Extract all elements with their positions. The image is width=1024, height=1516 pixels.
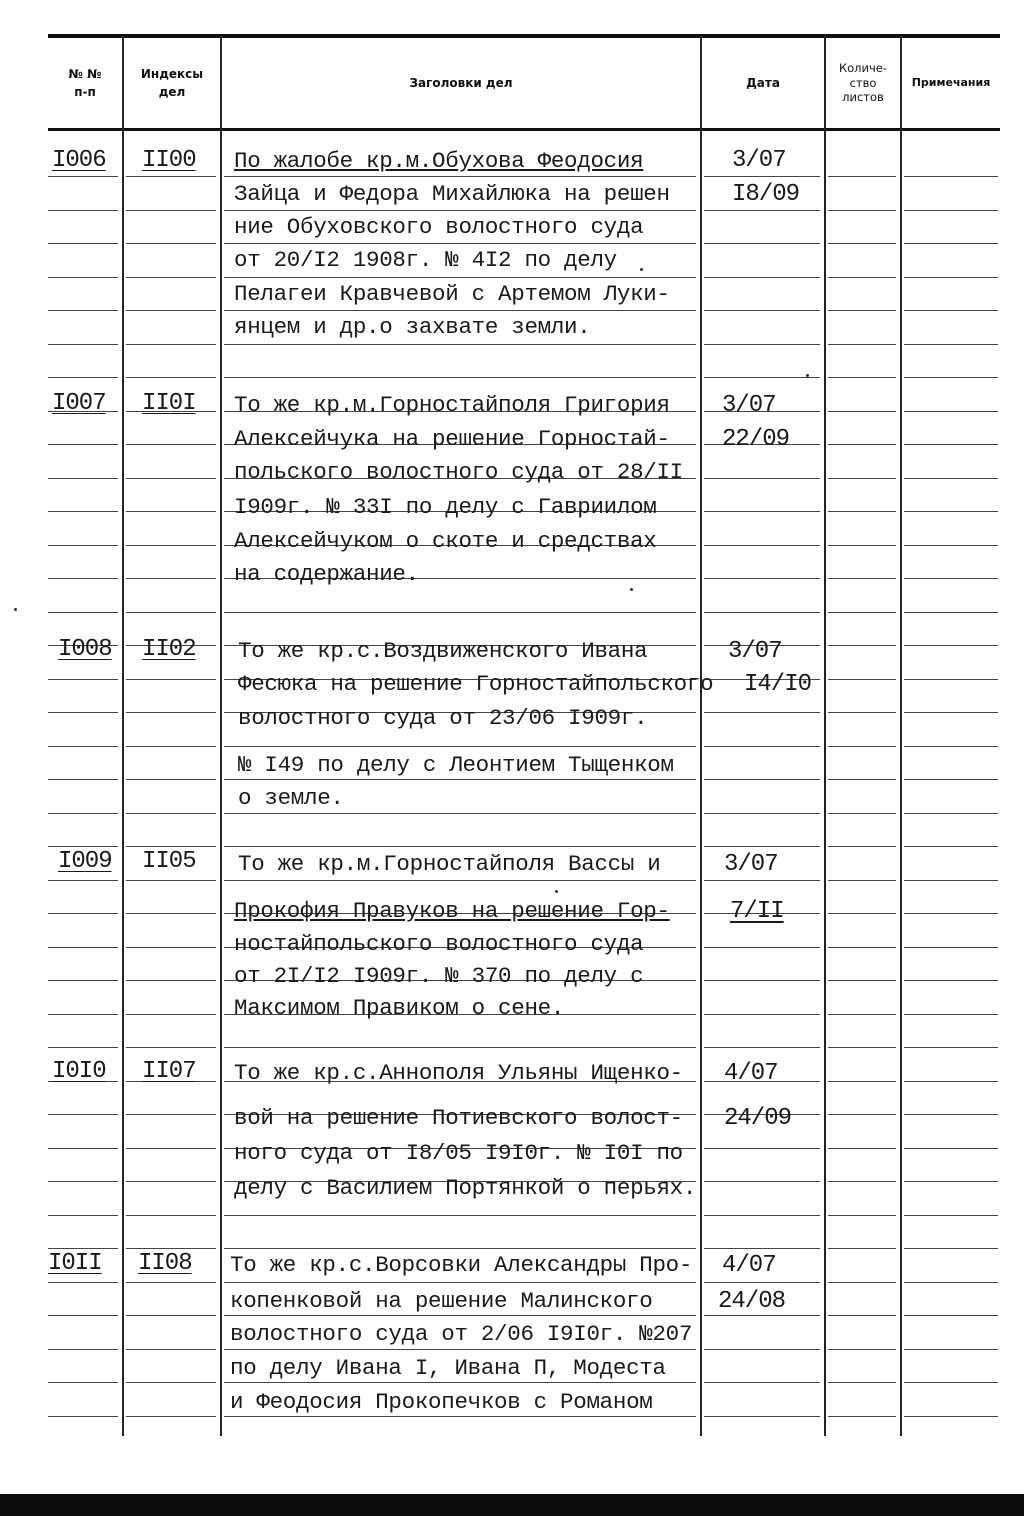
row-rule [828, 310, 896, 311]
entry-date-start: 4/07 [722, 1252, 776, 1279]
row-rule [224, 1416, 696, 1417]
row-rule [48, 176, 118, 177]
row-rule [828, 1248, 896, 1249]
row-rule [224, 746, 696, 747]
row-rule [704, 1315, 820, 1316]
row-rule [48, 1047, 118, 1048]
row-rule [904, 310, 998, 311]
row-rule [704, 712, 820, 713]
row-rule [828, 645, 896, 646]
row-rule [704, 1047, 820, 1048]
entry-date-start: 3/07 [732, 147, 786, 174]
entry-title-line: Фесюка на решение Горностайпольского [238, 671, 714, 697]
row-rule [904, 210, 998, 211]
row-rule [904, 813, 998, 814]
row-rule [48, 880, 118, 881]
entry-date-end: 7/II [730, 898, 784, 925]
row-rule [704, 1416, 820, 1417]
row-rule [48, 947, 118, 948]
row-rule [48, 1416, 118, 1417]
row-rule [704, 545, 820, 546]
column-divider [900, 36, 902, 1436]
row-rule [126, 176, 216, 177]
row-rule [126, 578, 216, 579]
row-rule [828, 176, 896, 177]
header-number: № № п-п [68, 67, 102, 99]
row-rule [48, 243, 118, 244]
row-rule [904, 779, 998, 780]
row-rule [828, 712, 896, 713]
row-rule [904, 712, 998, 713]
entry-title-line: № I49 по делу с Леонтием Тыщенком [238, 752, 674, 778]
row-rule [224, 813, 696, 814]
entry-number: I006 [52, 147, 106, 174]
entry-title-line: о земле. [238, 785, 344, 811]
row-rule [126, 344, 216, 345]
row-rule [704, 1382, 820, 1383]
row-rule [904, 511, 998, 512]
header-top-rule [48, 34, 1000, 38]
row-rule [704, 779, 820, 780]
row-rule [48, 1181, 118, 1182]
row-rule [48, 779, 118, 780]
row-rule [828, 578, 896, 579]
entry-number: I009 [58, 848, 112, 875]
row-rule [704, 511, 820, 512]
row-rule [126, 545, 216, 546]
header-bottom-rule [48, 128, 1000, 131]
row-rule [48, 1349, 118, 1350]
row-rule [828, 1282, 896, 1283]
row-rule [704, 1181, 820, 1182]
row-rule [704, 846, 820, 847]
row-rule [126, 947, 216, 948]
row-rule [126, 846, 216, 847]
row-rule [704, 880, 820, 881]
row-rule [48, 612, 118, 613]
row-rule [904, 411, 998, 412]
row-rule [904, 980, 998, 981]
row-rule [704, 1248, 820, 1249]
row-rule [828, 1349, 896, 1350]
row-rule [126, 1248, 216, 1249]
row-rule [704, 1148, 820, 1149]
entry-title-line: Пелагеи Кравчевой с Артемом Луки- [234, 281, 670, 307]
row-rule [126, 1181, 216, 1182]
row-rule [126, 277, 216, 278]
entry-date-end: 22/09 [722, 426, 790, 453]
entry-title-line: ние Обуховского волостного суда [234, 214, 644, 240]
row-rule [904, 1282, 998, 1283]
entry-title-line: копенковой на решение Малинского [230, 1288, 653, 1314]
column-divider [220, 36, 222, 1436]
row-rule [828, 545, 896, 546]
row-rule [48, 210, 118, 211]
row-rule [704, 1014, 820, 1015]
row-rule [704, 813, 820, 814]
header-index: Индексы дел [140, 67, 204, 99]
row-rule [224, 1215, 696, 1216]
row-rule [904, 1047, 998, 1048]
row-rule [48, 746, 118, 747]
row-rule [126, 210, 216, 211]
scan-speck [630, 588, 633, 591]
entry-date-end: I4/I0 [744, 671, 812, 698]
row-rule [704, 1215, 820, 1216]
row-rule [904, 1215, 998, 1216]
entry-date-end: 24/09 [724, 1105, 792, 1132]
entry-title-line: янцем и др.о захвате земли. [234, 314, 591, 340]
row-rule [828, 913, 896, 914]
row-rule [828, 846, 896, 847]
row-rule [904, 344, 998, 345]
entry-index: II02 [142, 636, 196, 663]
row-rule [904, 478, 998, 479]
row-rule [48, 578, 118, 579]
row-rule [828, 444, 896, 445]
entry-title-line: вой на решение Потиевского волост- [234, 1105, 683, 1131]
entry-title-line: волостного суда от 23/06 I909г. [238, 705, 648, 731]
row-rule [828, 210, 896, 211]
entry-title-line: ного суда от I8/05 I9I0г. № I0I по [234, 1140, 683, 1166]
row-rule [904, 578, 998, 579]
row-rule [126, 1215, 216, 1216]
row-rule [126, 813, 216, 814]
entry-index: II08 [138, 1250, 192, 1277]
row-rule [224, 1248, 696, 1249]
row-rule [224, 310, 696, 311]
row-rule [48, 913, 118, 914]
row-rule [904, 377, 998, 378]
row-rule [126, 377, 216, 378]
entry-title-line: Максимом Правиком о сене. [234, 995, 565, 1021]
row-rule [904, 1416, 998, 1417]
row-rule [828, 880, 896, 881]
row-rule [704, 1349, 820, 1350]
entry-date-start: 3/07 [722, 392, 776, 419]
row-rule [224, 377, 696, 378]
entry-number: I008 [58, 636, 112, 663]
row-rule [828, 478, 896, 479]
entry-title-line: волостного суда от 2/06 I9I0г. №207 [230, 1321, 693, 1347]
entry-title-line: Зайца и Федора Михайлюка на решен [234, 181, 670, 207]
header-sheets: Количе- ство листов [838, 60, 888, 105]
row-rule [828, 243, 896, 244]
header-date: Дата [746, 76, 780, 90]
entry-title-line: То же кр.с.Аннополя Ульяны Ищенко- [234, 1060, 683, 1086]
row-rule [904, 880, 998, 881]
row-rule [126, 1382, 216, 1383]
row-rule [48, 310, 118, 311]
entry-date-start: 3/07 [728, 638, 782, 665]
row-rule [904, 444, 998, 445]
row-rule [828, 679, 896, 680]
entry-title-line: польского волостного суда от 28/II [234, 459, 683, 485]
row-rule [48, 377, 118, 378]
row-rule [126, 1114, 216, 1115]
row-rule [828, 980, 896, 981]
row-rule [48, 1114, 118, 1115]
row-rule [224, 344, 696, 345]
entry-index: II0I [142, 390, 196, 417]
row-rule [48, 1014, 118, 1015]
column-divider [824, 36, 826, 1436]
row-rule [828, 511, 896, 512]
row-rule [704, 478, 820, 479]
row-rule [828, 779, 896, 780]
row-rule [828, 746, 896, 747]
row-rule [704, 578, 820, 579]
row-rule [828, 1047, 896, 1048]
row-rule [48, 1248, 118, 1249]
row-rule [48, 846, 118, 847]
row-rule [904, 243, 998, 244]
row-rule [828, 1382, 896, 1383]
row-rule [126, 1047, 216, 1048]
header-notes: Примечания [911, 75, 991, 89]
row-rule [904, 545, 998, 546]
entry-date-start: 4/07 [724, 1060, 778, 1087]
row-rule [224, 277, 696, 278]
row-rule [904, 846, 998, 847]
row-rule [904, 1382, 998, 1383]
row-rule [48, 1282, 118, 1283]
row-rule [48, 1382, 118, 1383]
row-rule [904, 1181, 998, 1182]
row-rule [48, 545, 118, 546]
entry-date-end: I8/09 [732, 181, 800, 208]
row-rule [828, 612, 896, 613]
row-rule [48, 712, 118, 713]
entry-title-line: от 2I/I2 I909г. № 370 по делу с [234, 963, 644, 989]
row-rule [904, 176, 998, 177]
entry-title-line: Алексейчуком о скоте и средствах [234, 528, 657, 554]
header-title: Заголовки дел [409, 76, 513, 90]
row-rule [48, 478, 118, 479]
row-rule [704, 746, 820, 747]
row-rule [828, 1215, 896, 1216]
row-rule [904, 1248, 998, 1249]
row-rule [904, 947, 998, 948]
row-rule [224, 176, 696, 177]
row-rule [224, 1282, 696, 1283]
row-rule [904, 277, 998, 278]
row-rule [126, 1282, 216, 1283]
entry-date-end: 24/08 [718, 1288, 786, 1315]
scan-bottom-edge [0, 1494, 1024, 1516]
entry-number: I0I0 [52, 1058, 106, 1085]
entry-title-line: То же кр.м.Горностайполя Вассы и [238, 851, 661, 877]
row-rule [904, 1315, 998, 1316]
row-rule [704, 377, 820, 378]
row-rule [828, 1148, 896, 1149]
row-rule [48, 1215, 118, 1216]
row-rule [904, 645, 998, 646]
row-rule [126, 1315, 216, 1316]
row-rule [828, 1315, 896, 1316]
row-rule [224, 1315, 696, 1316]
entry-index: II00 [142, 147, 196, 174]
row-rule [904, 1148, 998, 1149]
row-rule [828, 277, 896, 278]
row-rule [828, 1014, 896, 1015]
row-rule [126, 712, 216, 713]
entry-title-line: Прокофия Правуков на решение Гор- [234, 898, 670, 924]
row-rule [704, 1282, 820, 1283]
row-rule [224, 779, 696, 780]
row-rule [828, 411, 896, 412]
row-rule [704, 612, 820, 613]
row-rule [904, 612, 998, 613]
row-rule [126, 612, 216, 613]
row-rule [904, 1014, 998, 1015]
row-rule [224, 1047, 696, 1048]
row-rule [48, 444, 118, 445]
row-rule [224, 846, 696, 847]
row-rule [126, 679, 216, 680]
row-rule [828, 1416, 896, 1417]
row-rule [904, 913, 998, 914]
row-rule [224, 1349, 696, 1350]
entry-index: II07 [142, 1058, 196, 1085]
row-rule [126, 880, 216, 881]
row-rule [704, 176, 820, 177]
scan-speck [640, 268, 643, 271]
row-rule [828, 1081, 896, 1082]
row-rule [126, 243, 216, 244]
row-rule [828, 344, 896, 345]
row-rule [704, 243, 820, 244]
entry-title-line: По жалобе кр.м.Обухова Феодосия [234, 148, 644, 174]
row-rule [126, 1349, 216, 1350]
row-rule [48, 679, 118, 680]
scan-speck [14, 608, 17, 611]
entry-title-line: и Феодосия Прокопечков с Романом [230, 1389, 653, 1415]
row-rule [704, 344, 820, 345]
row-rule [48, 344, 118, 345]
row-rule [704, 277, 820, 278]
row-rule [828, 377, 896, 378]
row-rule [126, 980, 216, 981]
column-divider [700, 36, 702, 1436]
entry-title-line: делу с Василием Портянкой о перьях. [234, 1175, 697, 1201]
row-rule [126, 511, 216, 512]
row-rule [904, 1081, 998, 1082]
row-rule [48, 511, 118, 512]
scan-speck [806, 374, 809, 377]
row-rule [704, 310, 820, 311]
row-rule [828, 1114, 896, 1115]
scan-speck [555, 890, 558, 893]
row-rule [904, 746, 998, 747]
row-rule [224, 210, 696, 211]
row-rule [126, 1416, 216, 1417]
row-rule [828, 1181, 896, 1182]
row-rule [126, 779, 216, 780]
row-rule [704, 210, 820, 211]
row-rule [904, 1114, 998, 1115]
entry-title-line: То же кр.с.Ворсовки Александры Про- [230, 1252, 693, 1278]
row-rule [126, 1148, 216, 1149]
row-rule [48, 1148, 118, 1149]
column-divider [122, 36, 124, 1436]
entry-title-line: Алексейчука на решение Горностай- [234, 426, 670, 452]
row-rule [224, 243, 696, 244]
row-rule [828, 813, 896, 814]
row-rule [126, 444, 216, 445]
row-rule [904, 679, 998, 680]
row-rule [126, 746, 216, 747]
entry-title-line: То же кр.с.Воздвиженского Ивана [238, 638, 648, 664]
row-rule [126, 310, 216, 311]
entry-title-line: I909г. № 33I по делу с Гавриилом [234, 494, 657, 520]
row-rule [224, 880, 696, 881]
row-rule [224, 612, 696, 613]
entry-index: II05 [142, 848, 196, 875]
entry-title-line: по делу Ивана I, Ивана П, Модеста [230, 1355, 666, 1381]
entry-number: I0II [48, 1250, 102, 1277]
row-rule [704, 980, 820, 981]
row-rule [48, 277, 118, 278]
row-rule [828, 947, 896, 948]
row-rule [48, 980, 118, 981]
entry-number: I007 [52, 390, 106, 417]
entry-title-line: То же кр.м.Горностайполя Григория [234, 392, 670, 418]
row-rule [904, 1349, 998, 1350]
row-rule [224, 1382, 696, 1383]
entry-date-start: 3/07 [724, 851, 778, 878]
row-rule [48, 1315, 118, 1316]
entry-title-line: ностайпольского волостного суда [234, 931, 644, 957]
row-rule [126, 1014, 216, 1015]
row-rule [126, 478, 216, 479]
row-rule [126, 913, 216, 914]
row-rule [48, 813, 118, 814]
entry-title-line: от 20/I2 1908г. № 4I2 по делу [234, 247, 617, 273]
row-rule [704, 947, 820, 948]
entry-title-line: на содержание. [234, 561, 419, 587]
